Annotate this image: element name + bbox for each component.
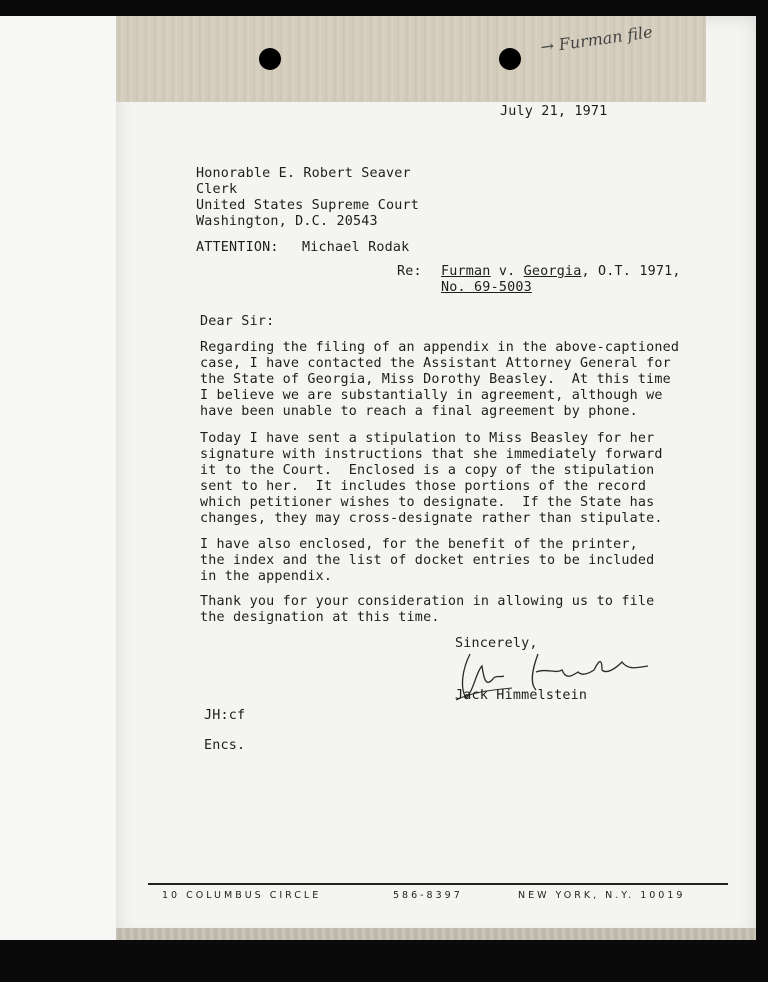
enclosures-note: Encs.	[204, 738, 246, 753]
paragraph-line: Regarding the filing of an appendix in the above-captioned	[200, 340, 680, 355]
footer-city: NEW YORK, N.Y. 10019	[518, 890, 686, 901]
paragraph-line: the index and the list of docket entries to be included	[200, 553, 655, 568]
signer-name: Jack Himmelstein	[455, 688, 588, 703]
re-line	[441, 264, 681, 280]
paragraph-line: I believe we are substantially in agreement, although we	[200, 388, 663, 403]
re-number: No. 69-5003	[441, 280, 532, 295]
addressee-line: Washington, D.C. 20543	[196, 214, 378, 229]
backing-sheet	[0, 16, 116, 940]
paragraph-line: the designation at this time.	[200, 610, 440, 625]
punch-hole-left	[259, 48, 281, 70]
paragraph-line: case, I have contacted the Assistant Attorney General for	[200, 356, 671, 371]
footer-address: 10 COLUMBUS CIRCLE	[162, 890, 322, 901]
re-party2: Georgia	[523, 264, 582, 279]
attention-name: Michael Rodak	[302, 240, 410, 255]
paragraph-line: sent to her. It includes those portions of the record	[200, 479, 647, 494]
paragraph-line: have been unable to reach a final agreement by phone.	[200, 404, 638, 419]
salutation: Dear Sir:	[200, 314, 275, 329]
handwritten-annotation: → Furman file	[539, 22, 654, 57]
paragraph-line: which petitioner wishes to designate. If the State has	[200, 495, 655, 510]
typist-initials: JH:cf	[204, 708, 246, 723]
letter-date: July 21, 1971	[500, 104, 608, 119]
attention-label: ATTENTION:	[196, 240, 279, 255]
paragraph-line: changes, they may cross-designate rather than stipulate.	[200, 511, 663, 526]
paragraph-line: Today I have sent a stipulation to Miss Beasley for her	[200, 431, 655, 446]
footer-divider	[148, 883, 728, 885]
paragraph-line: in the appendix.	[200, 569, 333, 584]
paragraph-line: the State of Georgia, Miss Dorothy Beasley. At this time	[200, 372, 671, 387]
paper-bottom-strip	[116, 928, 756, 940]
re-label: Re:	[397, 264, 422, 279]
paragraph-line: Thank you for your consideration in allowing us to file	[200, 594, 655, 609]
punch-hole-right	[499, 48, 521, 70]
paragraph-line: it to the Court. Enclosed is a copy of the stipulation	[200, 463, 655, 478]
addressee-line: Clerk	[196, 182, 238, 197]
addressee-line: Honorable E. Robert Seaver	[196, 166, 411, 181]
re-party1: Furman	[441, 264, 491, 279]
re-term: , O.T. 1971,	[581, 264, 681, 279]
closing: Sincerely,	[455, 636, 538, 651]
paragraph-line: signature with instructions that she immediately forward	[200, 447, 663, 462]
footer-phone: 586-8397	[393, 890, 463, 901]
addressee-line: United States Supreme Court	[196, 198, 420, 213]
re-versus: v.	[490, 264, 524, 279]
paragraph-line: I have also enclosed, for the benefit of the printer,	[200, 537, 638, 552]
